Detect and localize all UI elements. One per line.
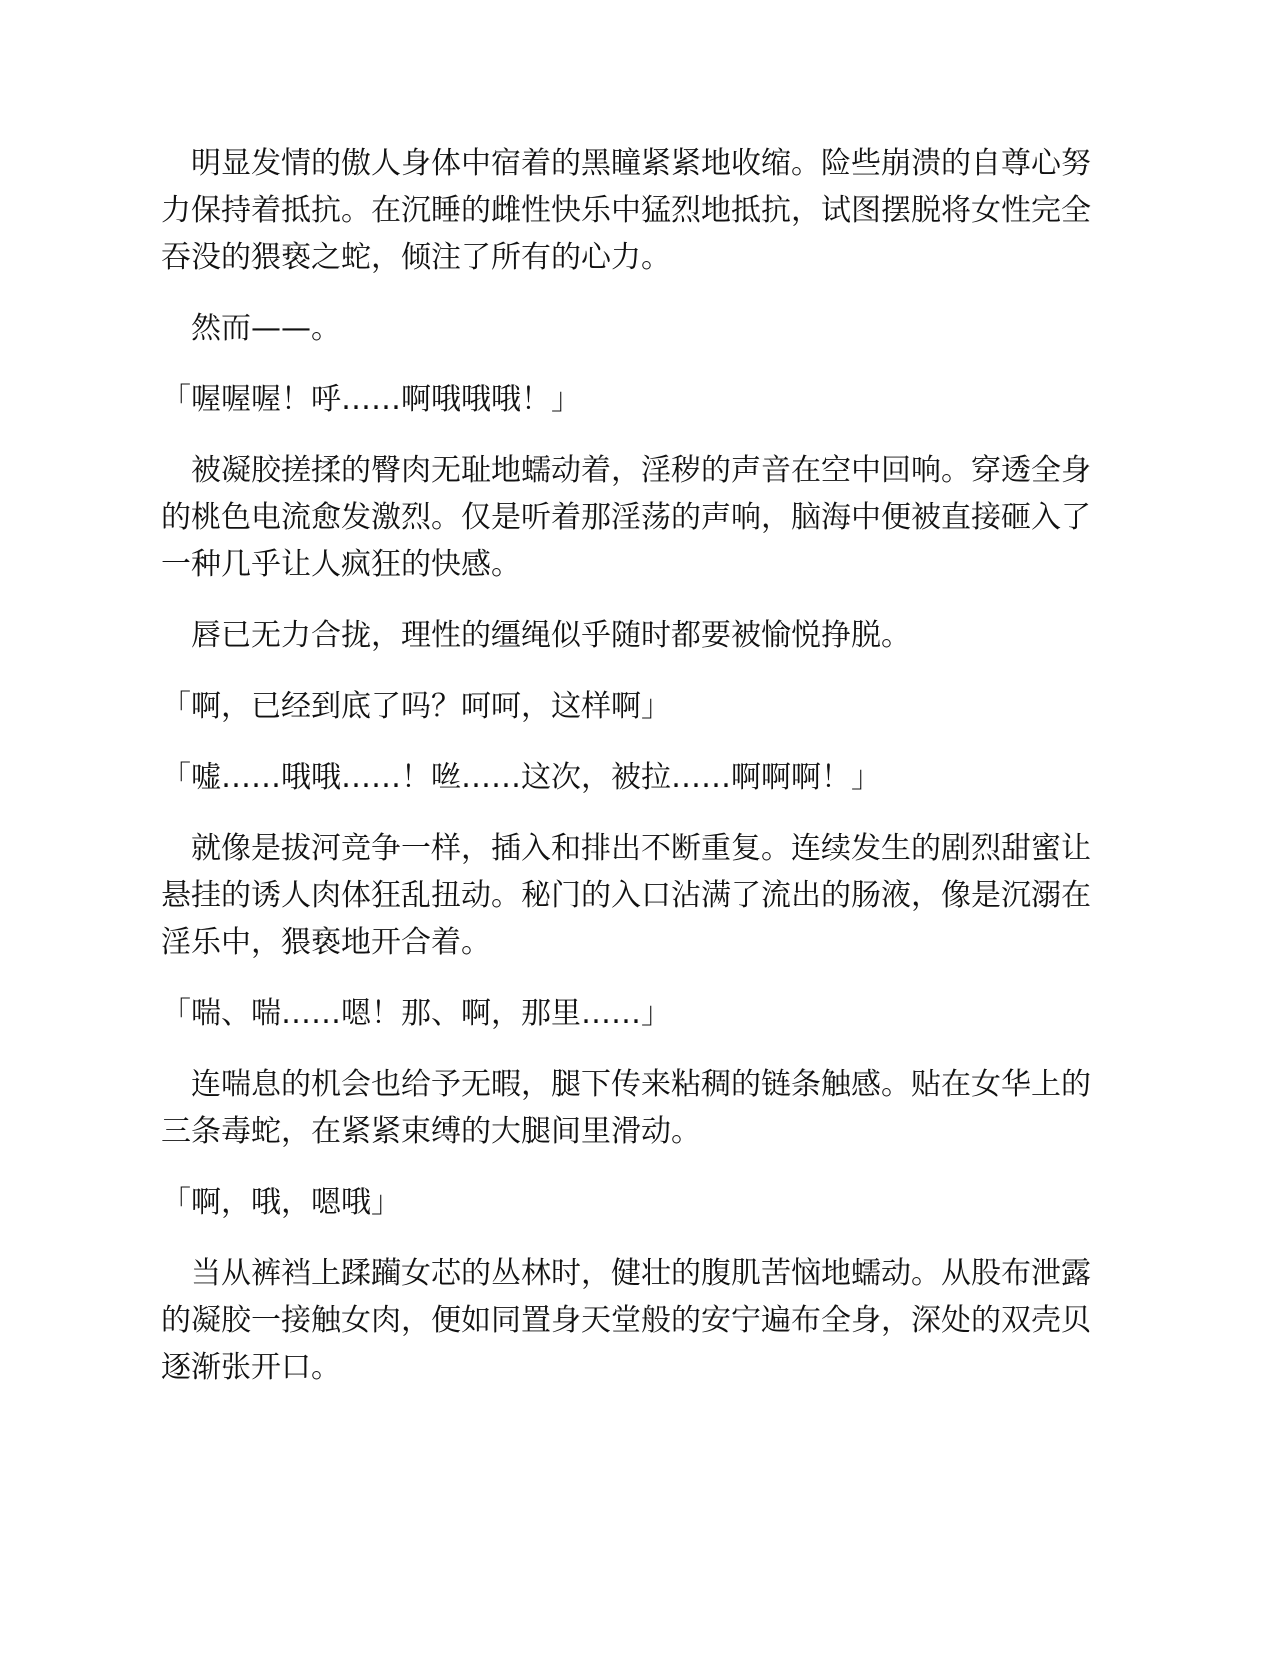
dialogue-line-1: 「喔喔喔！呼……啊哦哦哦！」 [161,382,581,417]
dialogue-line-2: 「啊，已经到底了吗？呵呵，这样啊」 [161,689,671,724]
dialogue-line-4: 「喘、喘……嗯！那、啊，那里……」 [161,996,671,1031]
paragraph-1: 明显发情的傲人身体中宿着的黑瞳紧紧地收缩。险些崩溃的自尊心努力保持着抵抗。在沉睡的雌性快乐中猛烈地抵抗，试图摆脱将女性完全吞没的猥亵之蛇，倾注了所有的心力。 [161,146,1091,275]
paragraph-5: 就像是拔河竞争一样，插入和排出不断重复。连续发生的剧烈甜蜜让悬挂的诱人肉体狂乱扭动。秘门的入口沾满了流出的肠液，像是沉溺在淫乐中，猥亵地开合着。 [161,831,1091,960]
dialogue-line-5: 「啊，哦，嗯哦」 [161,1185,401,1220]
paragraph-6: 连喘息的机会也给予无暇，腿下传来粘稠的链条触感。贴在女华上的三条毒蛇，在紧紧束缚的大腿间里滑动。 [161,1067,1091,1149]
paragraph-3: 被凝胶搓揉的臀肉无耻地蠕动着，淫秽的声音在空中回响。穿透全身的桃色电流愈发激烈。仅是听着那淫荡的声响，脑海中便被直接砸入了一种几乎让人疯狂的快感。 [161,453,1091,582]
document-body [161,140,1101,1415]
paragraph-4: 唇已无力合拢，理性的缰绳似乎随时都要被愉悦挣脱。 [191,618,911,653]
paragraph-2: 然而——。 [191,311,341,346]
paragraph-7: 当从裤裆上蹂躏女芯的丛林时，健壮的腹肌苦恼地蠕动。从股布泄露的凝胶一接触女肉，便如同置身天堂般的安宁遍布全身，深处的双壳贝逐渐张开口。 [161,1256,1091,1385]
dialogue-line-3: 「嘘……哦哦……！咝……这次，被拉……啊啊啊！」 [161,760,881,795]
